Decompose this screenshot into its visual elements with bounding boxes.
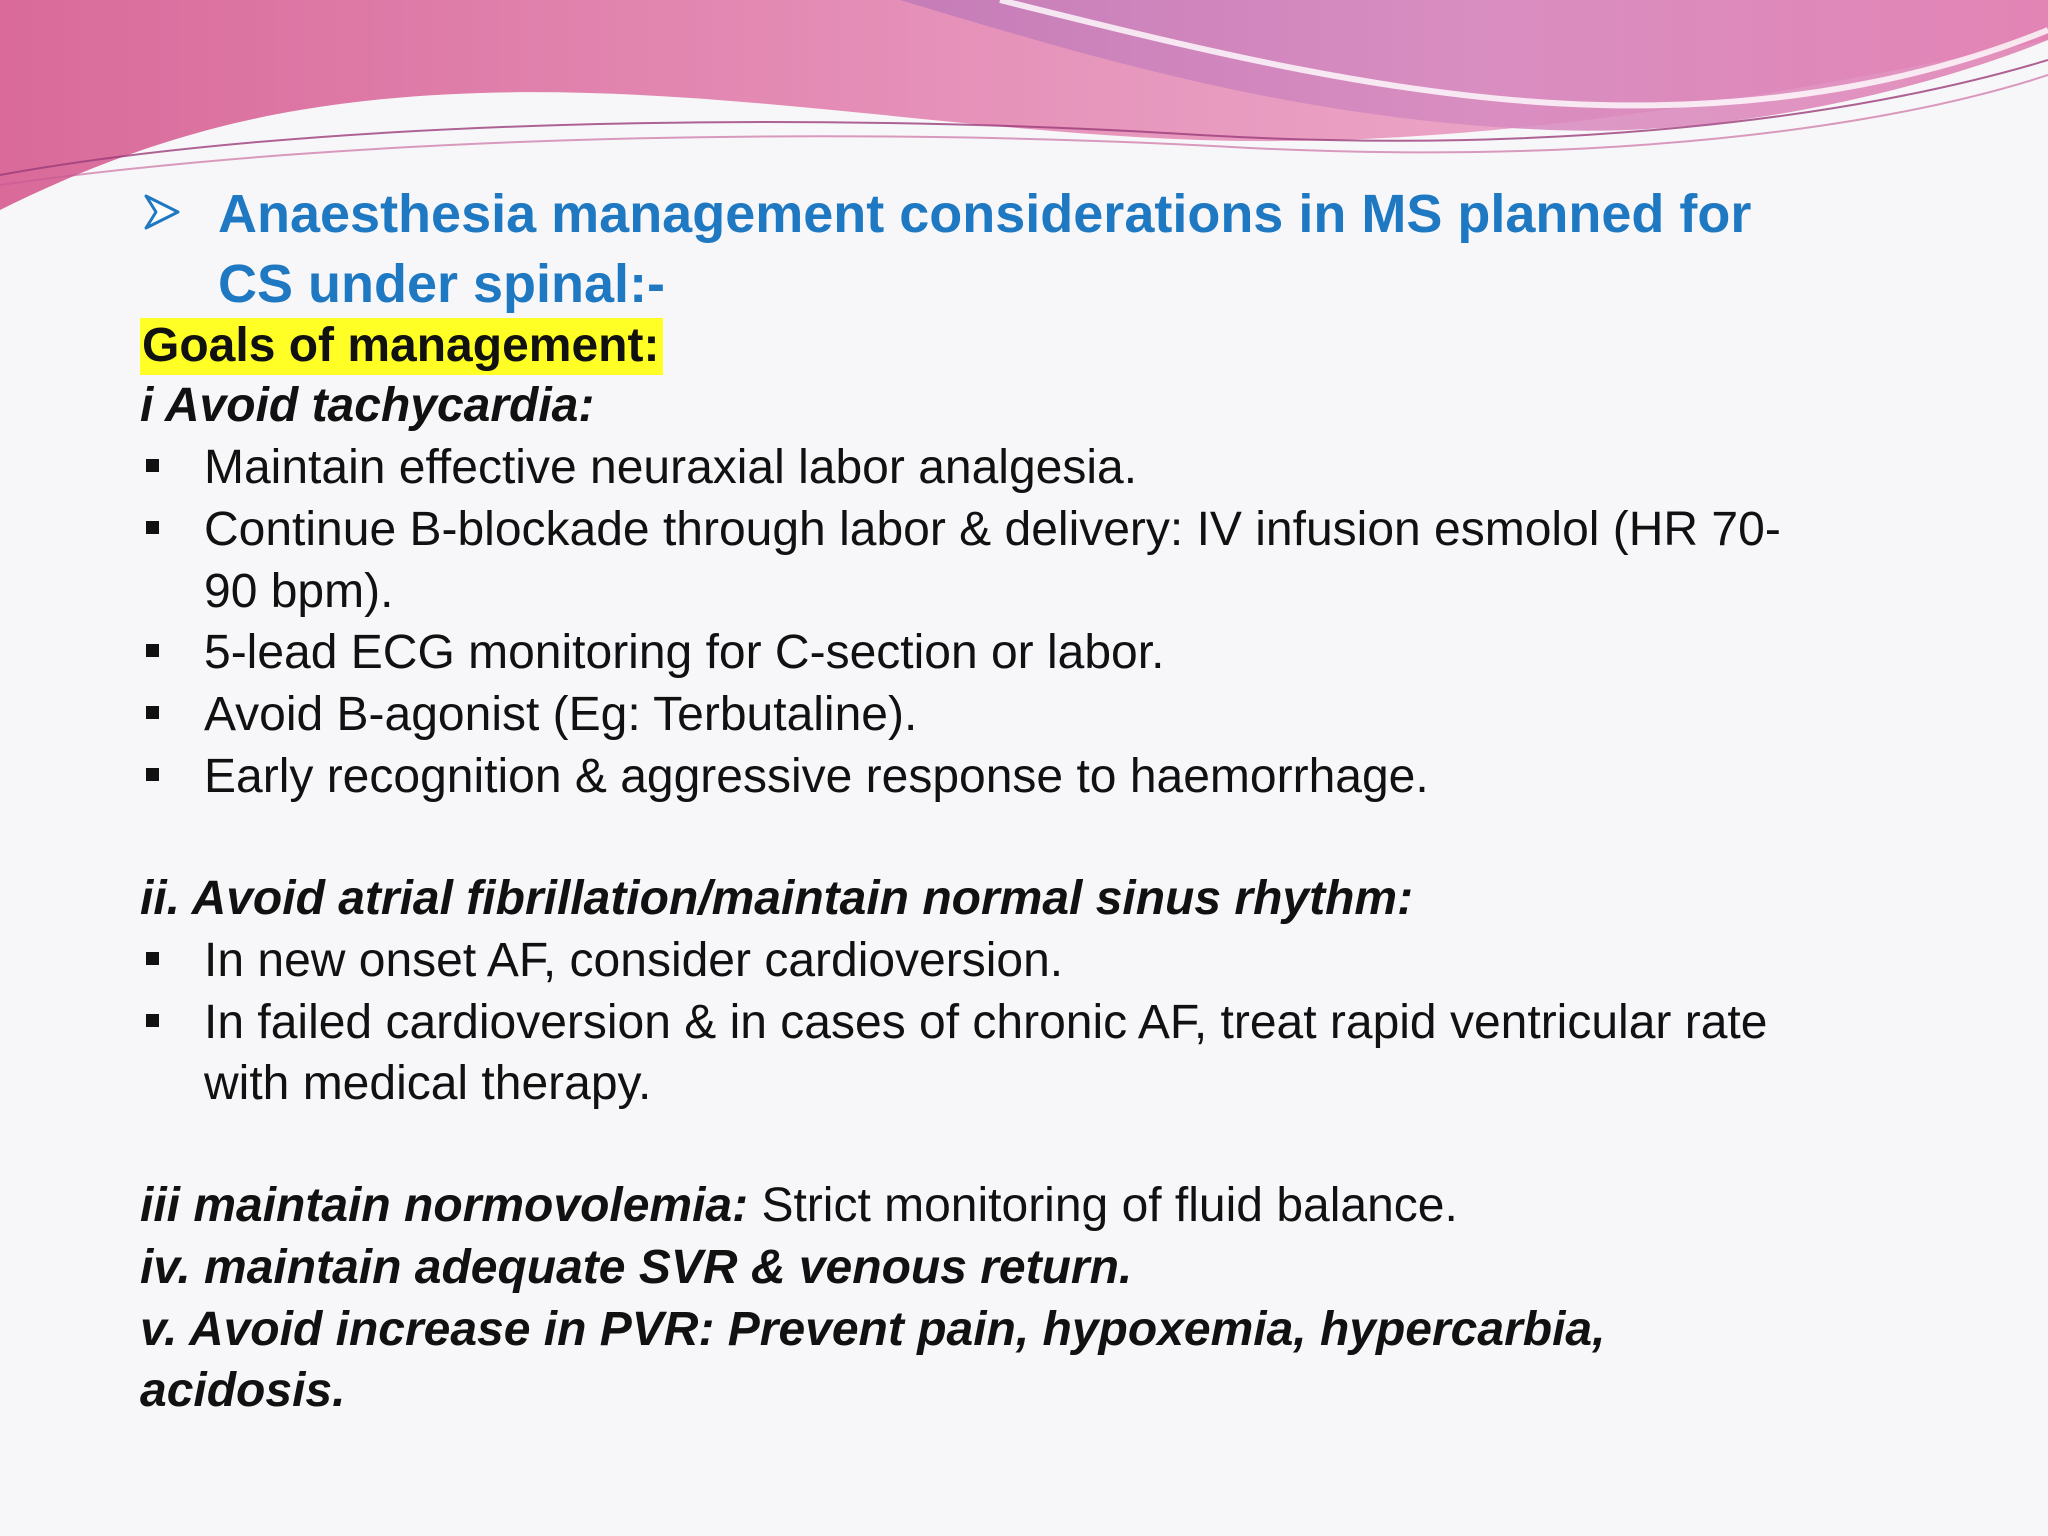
section3-line bbox=[140, 1178, 1458, 1233]
section3-heading: iii maintain normovolemia: bbox=[140, 1179, 749, 1232]
section1-item: Maintain effective neuraxial labor analgesia. bbox=[204, 441, 1138, 494]
square-bullet-icon bbox=[146, 459, 159, 472]
section1-item: Continue B-blockade through labor & delivery: IV infusion esmolol (HR 70- bbox=[204, 503, 1781, 556]
square-bullet-icon bbox=[146, 952, 159, 965]
section2-item: In new onset AF, consider cardioversion. bbox=[204, 934, 1064, 987]
square-bullet-icon bbox=[146, 644, 159, 657]
section2-heading: ii. Avoid atrial fibrillation/maintain normal sinus rhythm: bbox=[140, 872, 1414, 925]
square-bullet-icon bbox=[146, 521, 159, 534]
section1-item: 5-lead ECG monitoring for C-section or labor. bbox=[204, 626, 1165, 679]
title-line-2: CS under spinal:- bbox=[218, 254, 666, 314]
section5-line-1: v. Avoid increase in PVR: Prevent pain, hypoxemia, hypercarbia, bbox=[140, 1303, 1606, 1356]
goals-label: Goals of management: bbox=[140, 318, 663, 375]
section5-line-2: acidosis. bbox=[140, 1364, 346, 1417]
title-line-1: Anaesthesia management considerations in MS planned for bbox=[218, 184, 1752, 244]
section2-item-continued: with medical therapy. bbox=[204, 1057, 652, 1110]
section1-item: Early recognition & aggressive response to haemorrhage. bbox=[204, 750, 1429, 803]
section4-heading: iv. maintain adequate SVR & venous return. bbox=[140, 1241, 1133, 1294]
section1-item-continued: 90 bpm). bbox=[204, 565, 394, 618]
square-bullet-icon bbox=[146, 768, 159, 781]
section1-heading: i Avoid tachycardia: bbox=[140, 379, 595, 432]
arrow-bullet-icon bbox=[142, 192, 182, 232]
section3-text: Strict monitoring of fluid balance. bbox=[748, 1179, 1458, 1232]
square-bullet-icon bbox=[146, 1014, 159, 1027]
section2-item: In failed cardioversion & in cases of chronic AF, treat rapid ventricular rate bbox=[204, 996, 1768, 1049]
section1-item: Avoid B-agonist (Eg: Terbutaline). bbox=[204, 688, 918, 741]
square-bullet-icon bbox=[146, 706, 159, 719]
